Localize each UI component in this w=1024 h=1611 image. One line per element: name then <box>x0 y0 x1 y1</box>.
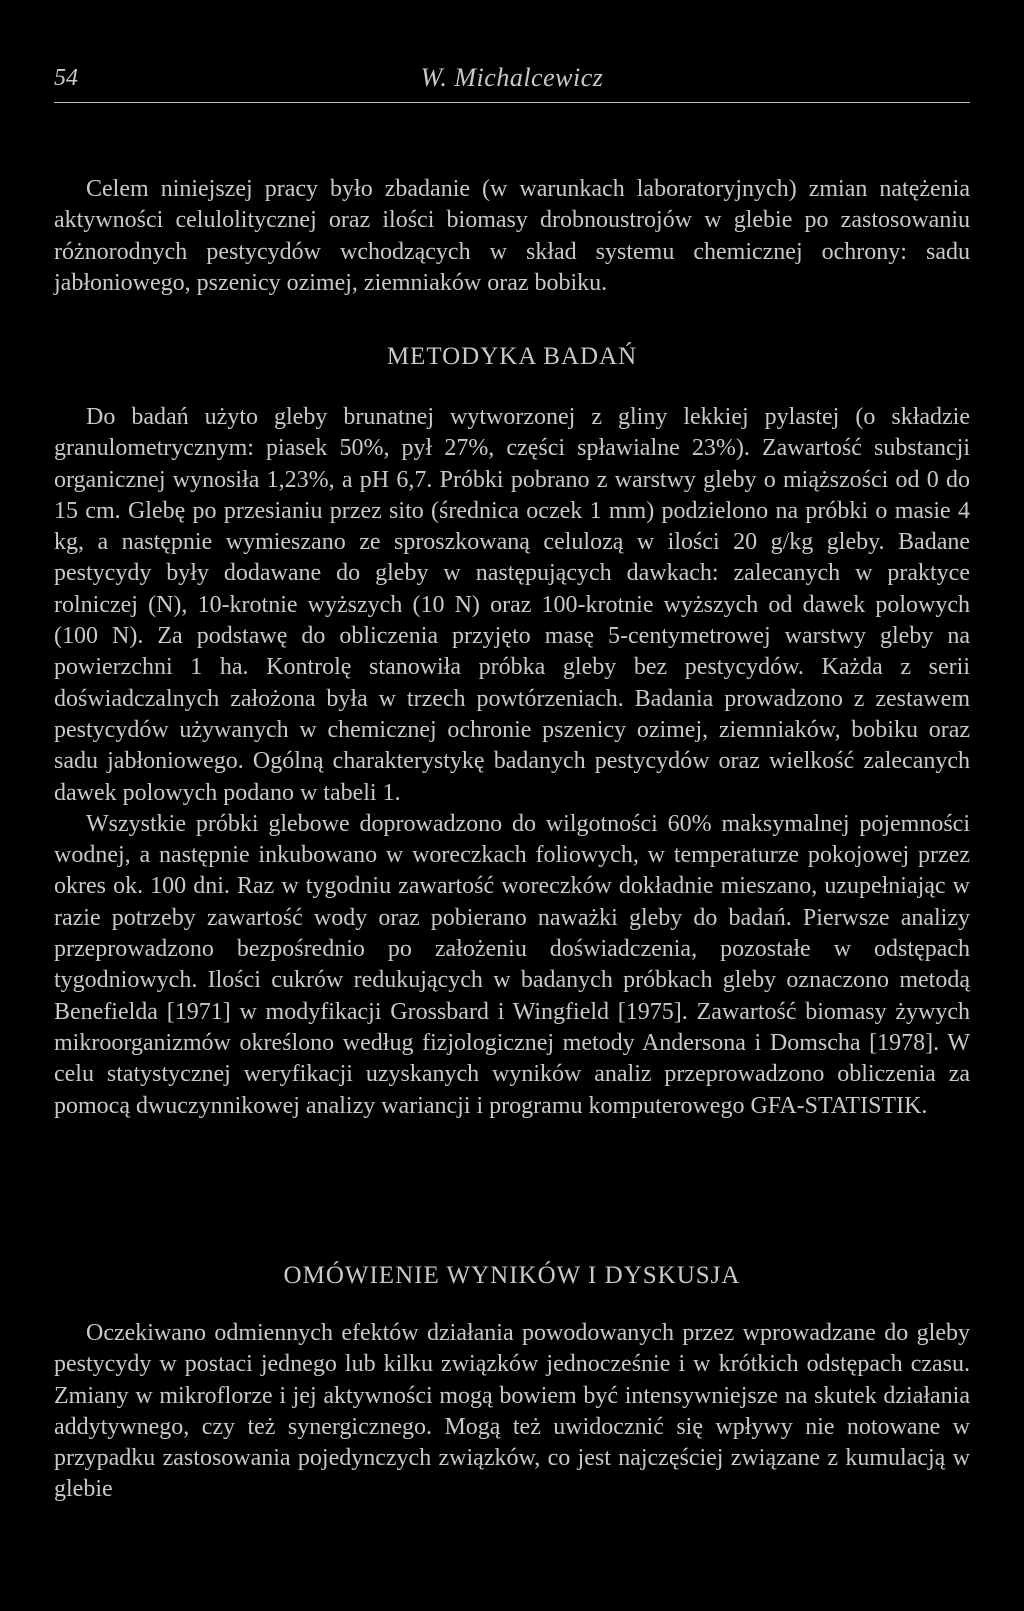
intro-paragraph: Celem niniejszej pracy było zbadanie (w warunkach laboratoryjnych) zmian natężenia aktywności celulolitycznej oraz ilości biomasy drobnoustrojów w glebie po zastosowaniu różnorodnych pestycydów wchodzących w skład systemu chemicznej ochrony: sadu jabłoniowego, pszenicy ozimej, ziemniaków oraz bobiku. <box>54 176 970 296</box>
methods-paragraph-1: Do badań użyto gleby brunatnej wytworzonej z gliny lekkiej pylastej (o składzie granulometrycznym: piasek 50%, pył 27%, części spławialne 23%). Zawartość substancji organicznej wynosiła 1,23%, a pH 6,7. Próbki pobrano z warstwy gleby o miąższości od 0 do 15 cm. Glebę po przesianiu przez sito (średnica oczek 1 mm) podzielono na próbki o masie 4 kg, a następnie wymieszano ze sproszkowaną celulozą w ilości 20 g/kg gleby. Badane pestycydy były dodawane do gleby w następujących dawkach: zalecanych w praktyce rolniczej (N), 10-krotnie wyższych (10 N) oraz 100-krotnie wyższych od dawek polowych (100 N). Za podstawę do obliczenia przyjęto masę 5-centymetrowej warstwy gleby na powierzchni 1 ha. Kontrolę stanowiła próbka gleby bez pestycydów. Każda z serii doświadczalnych założona była w trzech powtórzeniach. Badania prowadzono z zestawem pestycydów używanych w chemicznej ochronie pszenicy ozimej, ziemniaków, bobiku oraz sadu jabłoniowego. Ogólną charakterystykę badanych pestycydów oraz wielkość zalecanych dawek polowych podano w tabeli 1. <box>54 404 970 806</box>
results-section <box>54 1318 970 1506</box>
page-header <box>54 62 970 103</box>
methods-paragraph-2: Wszystkie próbki glebowe doprowadzono do wilgotności 60% maksymalnej pojemności wodnej, a następnie inkubowano w woreczkach foliowych, w temperaturze pokojowej przez okres ok. 100 dni. Raz w tygodniu zawartość woreczków dokładnie mieszano, uzupełniając w razie potrzeby zawartość wody oraz pobierano naważki gleby do badań. Pierwsze analizy przeprowadzono bezpośrednio po założeniu doświadczenia, pozostałe w odstępach tygodniowych. Ilości cukrów redukujących w badanych próbkach gleby oznaczono metodą Benefielda [1971] w modyfikacji Grossbard i Wingfield [1975]. Zawartość biomasy żywych mikroorganizmów określono według fizjologicznej metody Andersona i Domscha [1978]. W celu statystycznej weryfikacji uzyskanych wyników analiz przeprowadzono obliczenia za pomocą dwuczynnikowej analizy wariancji i programu komputerowego GFA-STATISTIK. <box>54 810 970 1119</box>
results-paragraph: Oczekiwano odmiennych efektów działania powodowanych przez wprowadzane do gleby pestycydy w postaci jednego lub kilku związków jednocześnie i w krótkich odstępach czasu. Zmiany w mikroflorze i jej aktywności mogą bowiem być intensywniejsze na skutek działania addytywnego, czy też synergicznego. Mogą też uwidocznić się wpływy nie notowane w przypadku zastosowania pojedynczych związków, co jest najczęściej związane z kumulacją w glebie <box>54 1320 970 1503</box>
running-head-author: W. Michalcewicz <box>420 63 604 92</box>
methods-section <box>54 402 970 1122</box>
results-heading: OMÓWIENIE WYNIKÓW I DYSKUSJA <box>283 1262 741 1289</box>
intro-section <box>54 174 970 299</box>
methods-heading: METODYKA BADAŃ <box>386 343 638 370</box>
page-number: 54 <box>54 65 78 91</box>
